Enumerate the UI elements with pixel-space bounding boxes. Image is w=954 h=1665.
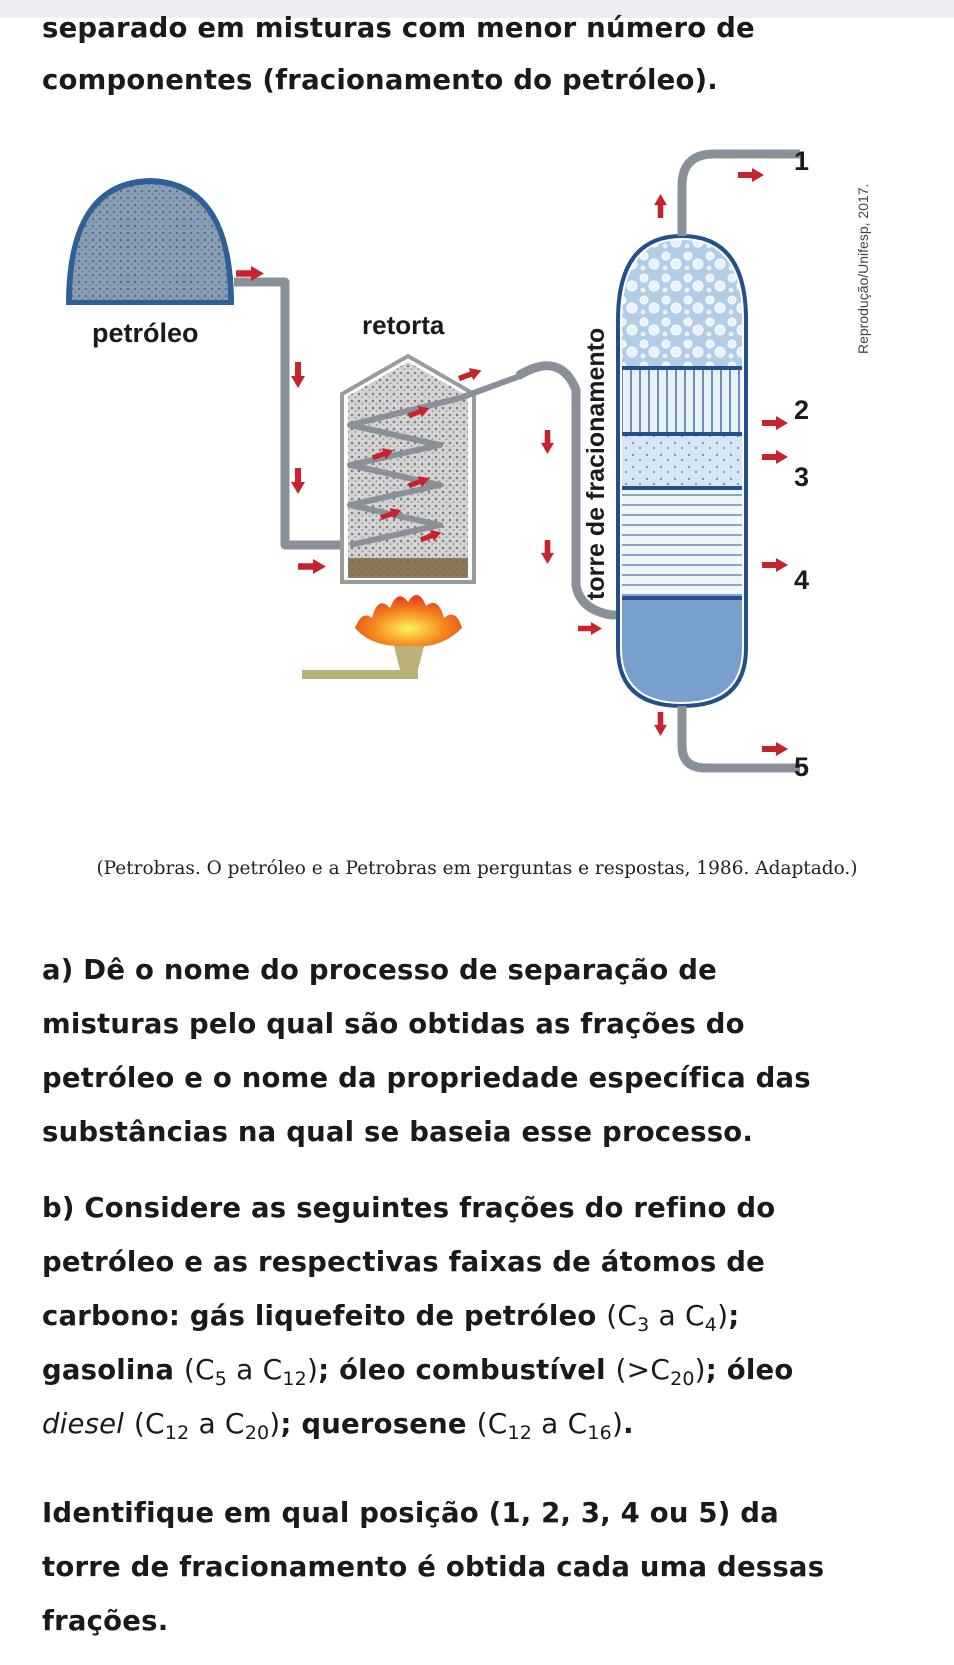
question-a-line-3: petróleo e o nome da propriedade específica das bbox=[42, 1062, 811, 1094]
question-a bbox=[42, 943, 922, 1159]
question-c bbox=[42, 1486, 922, 1648]
fractional-distillation-diagram bbox=[0, 140, 954, 880]
intro-paragraph bbox=[42, 2, 922, 106]
label-petroleo: petróleo bbox=[92, 318, 199, 348]
flow-arrow-icon bbox=[654, 712, 667, 736]
flow-arrow-icon bbox=[738, 168, 764, 182]
feed-pipe bbox=[234, 282, 345, 545]
flow-arrow-icon bbox=[291, 468, 305, 494]
formula-glp: ($C_3$ a $C_4$) bbox=[606, 1299, 729, 1336]
flow-arrow-icon bbox=[298, 559, 326, 574]
question-b-line-5: diesel ($C_{12}$ a $C_{20}$); querosene ($C_{12}$ a $C_{16}$). bbox=[42, 1407, 634, 1444]
fractionating-tower bbox=[618, 154, 800, 768]
output-1: 1 bbox=[794, 146, 810, 176]
flow-arrow-icon bbox=[291, 362, 305, 388]
output-4: 4 bbox=[794, 565, 810, 595]
question-b-line-1: b) Considere as seguintes frações do refino do bbox=[42, 1192, 776, 1224]
output-2: 2 bbox=[794, 395, 810, 425]
label-retorta: retorta bbox=[362, 310, 445, 340]
retort bbox=[342, 356, 618, 615]
formula-gasolina: ($C_5$ a $C_{12}$) bbox=[183, 1353, 319, 1390]
question-c-line-1: Identifique em qual posição (1, 2, 3, 4 ou 5) da bbox=[42, 1497, 779, 1529]
flow-arrow-icon bbox=[457, 364, 484, 384]
question-b-line-3: carbono: gás liquefeito de petróleo ($C_3$ a $C_4$); bbox=[42, 1299, 740, 1336]
formula-diesel: ($C_{12}$ a $C_{20}$) bbox=[133, 1407, 281, 1444]
output-3: 3 bbox=[794, 462, 810, 492]
intro-line-1: separado em misturas com menor número de bbox=[42, 12, 755, 44]
petroleum-tank bbox=[66, 178, 234, 305]
formula-querosene: ($C_{12}$ a $C_{16}$) bbox=[476, 1407, 624, 1444]
intro-line-2: componentes (fracionamento do petróleo). bbox=[42, 64, 718, 96]
question-a-line-1: a) Dê o nome do processo de separação de bbox=[42, 954, 717, 986]
image-credit: Reprodução/Unifesp, 2017. bbox=[855, 183, 871, 354]
question-c-line-3: frações. bbox=[42, 1605, 169, 1637]
question-a-line-2: misturas pelo qual são obtidas as frações do bbox=[42, 1008, 745, 1040]
question-a-line-4: substâncias na qual se baseia esse processo. bbox=[42, 1116, 754, 1148]
question-b-line-2: petróleo e as respectivas faixas de átomos de bbox=[42, 1246, 765, 1278]
flow-arrow-icon bbox=[762, 742, 788, 756]
burner-flame bbox=[302, 595, 462, 679]
question-b bbox=[42, 1181, 922, 1451]
output-5: 5 bbox=[794, 752, 810, 782]
flow-arrow-icon bbox=[654, 194, 667, 218]
question-c-line-2: torre de fracionamento é obtida cada uma dessas bbox=[42, 1551, 825, 1583]
flow-arrow-icon bbox=[762, 450, 788, 464]
formula-oleo-combustivel: $(>C_{20})$ bbox=[615, 1353, 706, 1390]
flow-arrow-icon bbox=[762, 416, 788, 430]
flow-arrow-icon bbox=[541, 540, 554, 564]
figure-source: (Petrobras. O petróleo e a Petrobras em perguntas e respostas, 1986. Adaptado.) bbox=[96, 858, 858, 879]
flow-arrow-icon bbox=[541, 430, 554, 454]
flow-arrow-icon bbox=[578, 622, 602, 635]
label-torre: torre de fracionamento bbox=[582, 327, 610, 600]
flow-arrow-icon bbox=[762, 558, 788, 572]
question-b-line-4: gasolina ($C_5$ a $C_{12}$); óleo combustível $(>C_{20})$; óleo bbox=[42, 1353, 794, 1390]
